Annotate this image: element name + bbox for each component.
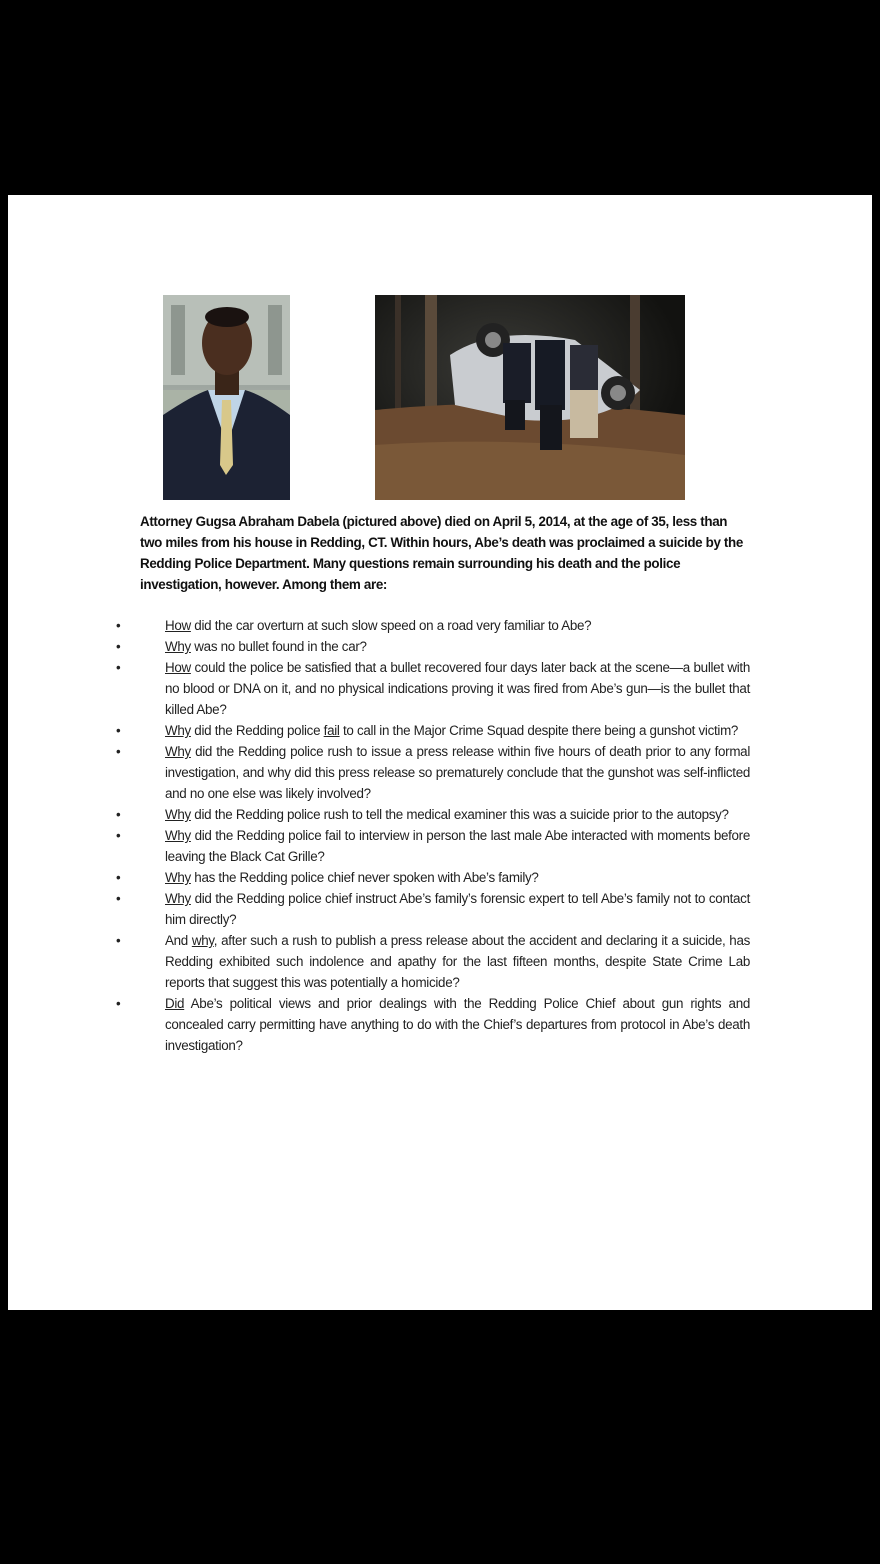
overturned-car-scene-photo [375,295,685,500]
list-item: • Why did the Redding police fail to call in the Major Crime Squad despite there being a gunshot victim? [108,720,750,741]
list-item: • Why was no bullet found in the car? [108,636,750,657]
portrait-photo [163,295,290,500]
intro-paragraph: Attorney Gugsa Abraham Dabela (pictured above) died on April 5, 2014, at the age of 35, less than two miles from his house in Redding, CT. Within hours, Abe’s death was proclaimed a suicide by the Redding Police Department. Many questions remain surrounding his death and the police investigation, however. Among them are: [140,514,743,592]
bullet-icon: • [116,723,121,738]
bullet-icon: • [116,618,121,633]
list-item: • Why did the Redding police rush to issue a press release within five hours of death prior to any formal investigation, and why did this press release so prematurely conclude that the gunshot was self-inflicted and no one else was likely involved? [108,741,750,804]
list-item: • Did Abe’s political views and prior dealings with the Redding Police Chief about gun rights and concealed carry permitting have anything to do with the Chief’s departures from protocol in Abe’s death investigation? [108,993,750,1056]
bullet-icon: • [116,996,121,1011]
bullet-icon: • [116,828,121,843]
list-item: • How did the car overturn at such slow speed on a road very familiar to Abe? [108,615,750,636]
questions-list [108,615,750,1056]
list-item: • Why did the Redding police chief instruct Abe’s family’s forensic expert to tell Abe’s family not to contact him directly? [108,888,750,930]
bullet-icon: • [116,891,121,906]
list-item: • Why has the Redding police chief never spoken with Abe’s family? [108,867,750,888]
bullet-icon: • [116,870,121,885]
bullet-icon: • [116,744,121,759]
bullet-icon: • [116,933,121,948]
bullet-icon: • [116,660,121,675]
list-item: • And why, after such a rush to publish a press release about the accident and declaring it a suicide, has Redding exhibited such indolence and apathy for the last fifteen months, despite State Crime Lab reports that suggest this was potentially a homicide? [108,930,750,993]
document-page [8,195,872,1310]
list-item: • How could the police be satisfied that a bullet recovered four days later back at the scene—a bullet with no blood or DNA on it, and no physical indications proving it was fired from Abe’s gun—is the bullet that killed Abe? [108,657,750,720]
bullet-icon: • [116,807,121,822]
bullet-icon: • [116,639,121,654]
list-item: • Why did the Redding police rush to tell the medical examiner this was a suicide prior to the autopsy? [108,804,750,825]
list-item: • Why did the Redding police fail to interview in person the last male Abe interacted with moments before leaving the Black Cat Grille? [108,825,750,867]
